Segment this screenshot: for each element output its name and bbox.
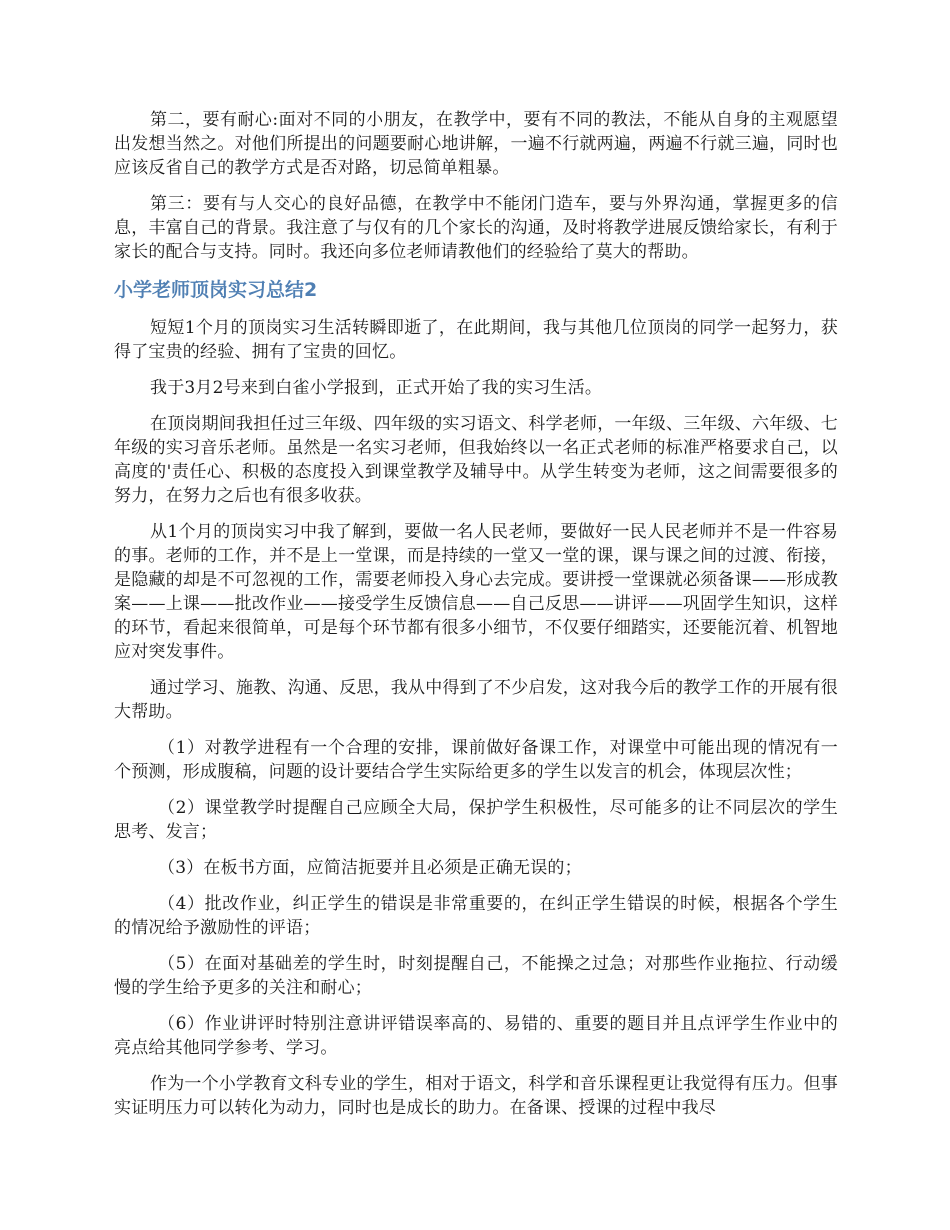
list-item: （1）对教学进程有一个合理的安排，课前做好备课工作，对课堂中可能出现的情况有一个预测，形成腹稿，问题的设计要结合学生实际给更多的学生以发言的机会，体现层次性； (114, 738, 838, 782)
section-heading: 小学老师顶岗实习总结2 (114, 279, 318, 301)
paragraph-closing: 作为一个小学教育文科专业的学生，相对于语文，科学和音乐课程更让我觉得有压力。但事实证明压力可以转化为动力，同时也是成长的助力。在备课、授课的过程中我尽 (114, 1074, 838, 1118)
list-item: （2）课堂教学时提醒自己应顾全大局，保护学生积极性，尽可能多的让不同层次的学生思考、发言； (114, 798, 838, 842)
paragraph-lessons: 从1个月的顶岗实习中我了解到，要做一名人民老师，要做好一民人民老师并不是一件容易的事。老师的工作，并不是上一堂课，而是持续的一堂又一堂的课，课与课之间的过渡、衔接，是隐藏的却是不可忽视的工作，需要老师投入身心去完成。要讲授一堂课就必须备课——形成教案——上课——批改作业——接受学生反馈信息——自己反思——讲评——巩固学生知识，这样的环节，看起来很简单，可是每个环节都有很多小细节，不仅要仔细踏实，还要能沉着、机智地应对突发事件。 (114, 522, 838, 662)
paragraph-patience: 第二，要有耐心:面对不同的小朋友，在教学中，要有不同的教法，不能从自身的主观愿望出发想当然之。对他们所提出的问题要耐心地讲解，一遍不行就两遍，两遍不行就三遍，同时也应该反省自己的教学方式是否对路，切忌简单粗暴。 (114, 110, 838, 178)
paragraph-roles: 在顶岗期间我担任过三年级、四年级的实习语文、科学老师，一年级、三年级、六年级、七年级的实习音乐老师。虽然是一名实习老师，但我始终以一名正式老师的标准严格要求自己，以高度的'责任心、积极的态度投入到课堂教学及辅导中。从学生转变为老师，这之间需要很多的努力，在努力之后也有很多收获。 (114, 414, 838, 506)
list-item: （5）在面对基础差的学生时，时刻提醒自己，不能操之过急；对那些作业拖拉、行动缓慢的学生给予更多的关注和耐心； (114, 954, 838, 998)
list-item: （3）在板书方面，应简洁扼要并且必须是正确无误的； (158, 858, 582, 878)
list-item: （4）批改作业，纠正学生的错误是非常重要的，在纠正学生错误的时候，根据各个学生的情况给予激励性的评语； (114, 894, 838, 938)
paragraph-arrival: 我于3月2号来到白雀小学报到，正式开始了我的实习生活。 (150, 378, 603, 398)
list-item: （6）作业讲评时特别注意讲评错误率高的、易错的、重要的题目并且点评学生作业中的亮点给其他同学参考、学习。 (114, 1014, 838, 1058)
paragraph-reflection: 通过学习、施教、沟通、反思，我从中得到了不少启发，这对我今后的教学工作的开展有很大帮助。 (114, 678, 838, 722)
document-body (114, 108, 838, 1132)
paragraph-intro: 短短1个月的顶岗实习生活转瞬即逝了，在此期间，我与其他几位顶岗的同学一起努力，获得了宝贵的经验、拥有了宝贵的回忆。 (114, 318, 838, 362)
paragraph-communication: 第三：要有与人交心的良好品德，在教学中不能闭门造车，要与外界沟通，掌握更多的信息，丰富自己的背景。我注意了与仅有的几个家长的沟通，及时将教学进展反馈给家长，有利于家长的配合与支持。同时。我还向多位老师请教他们的经验给了莫大的帮助。 (114, 194, 838, 262)
